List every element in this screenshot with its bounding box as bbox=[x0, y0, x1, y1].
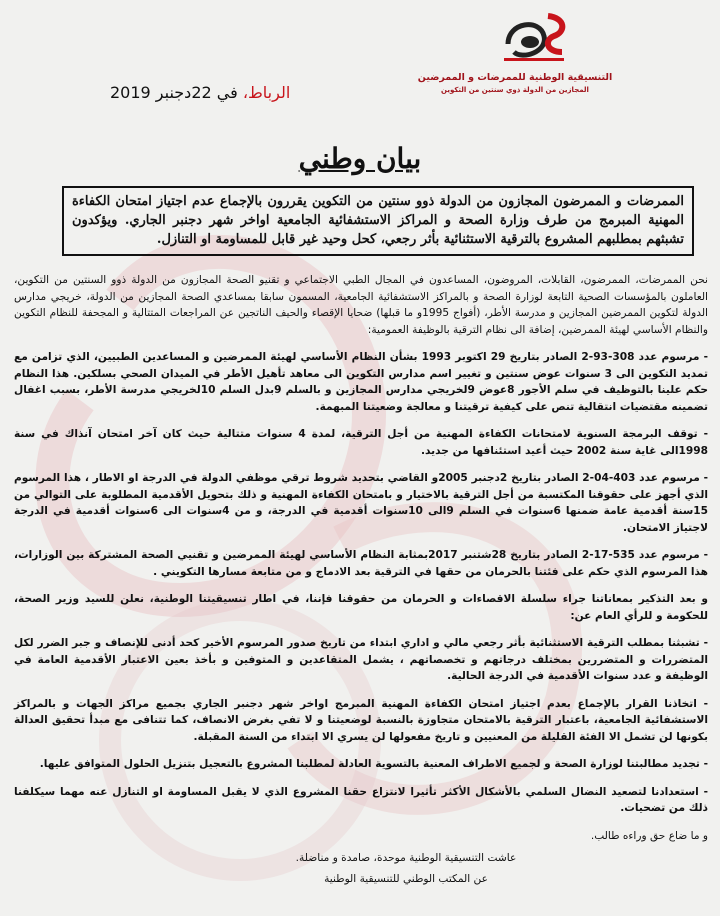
organization-logo bbox=[500, 8, 570, 68]
decree-2017-paragraph: - مرسوم عدد 535-17-2 الصادر بتاريخ 28شتنبر 2017بمثابة النظام الأساسي لهيئة الممرضين و تقنيي الصحة المشتركة بين الوزارات، هذا المرسوم الذي حكم على فئتنا بالحرمان من حقها في الترقية بعد الادماج و من متابعة مسارها التكويني . bbox=[14, 549, 709, 578]
decree-1993-paragraph: - مرسوم عدد 308-93-2 الصادر بتاريخ 29 اكتوبر 1993 بشأن النظام الأساسي لهيئة الممرضين و المساعدين الطبيين، الذي تزامن مع تمديد التكوين الى 3 سنوات عوض سنتين و تغيير اسم مدارس التكوين الى معاهد تأهيل الأطر في الميدان الصحي بسلكين. هذا النظام حكم علينا بالتوظيف في سلم الأجور 8عوض 9لخريجي مدارس المجازين و بالسلم 9بدل السلم 10لخريجي مدرسة الأطر، بسبب اغفال تضمينه مقتضيات انتقالية تنص على كيفية ترقيتنا و معالجة وضعيتنا المبهمة. bbox=[14, 351, 709, 413]
decree-2005-paragraph: - مرسوم عدد 403-04-2 الصادر بتاريخ 2دجنبر 2005و القاضي بتحديد شروط ترقي موظفي الدولة في الدرجة او الاطار ، هذا المرسوم الذي أجهز على حقوقنا المكتسبة من أجل الترقية بالاختيار و بامتحان الكفاءة المهنية و ذلك بتحويل الأقدمية المطلوبة على التوالي من 15سنة أقدمية عامة ضمنها 6سنوات في السلم 9الى 10سنوات أقدمية في الدرجة، و من 4سنوات الى 6سنوات أقدمية في الدرجة لاجتياز الامتحان. bbox=[14, 472, 709, 534]
slogan-line: عاشت التنسيقية الوطنية موحدة، صامدة و مناضلة. bbox=[295, 852, 517, 864]
statement-body bbox=[14, 272, 708, 912]
header bbox=[0, 0, 720, 120]
summary-box: الممرضات و الممرضون المجازون من الدولة ذوو سنتين من التكوين يقررون بالإجماع عدم اجتياز امتحان الكفاءة المهنية المبرمج من طرف وزارة الصحة و المراكز الاستشفائية الجامعية اواخر شهر دجنبر الجاري. ويؤكدون تشبثهم بمطلبهم المشروع بالترقية الاستثنائية بأثر رجعي، كحل وحيد غير قابل للمساومة او التنازل. bbox=[62, 186, 694, 256]
date: في 22دجنبر 2019 bbox=[110, 83, 238, 102]
intro-paragraph: نحن الممرضات، الممرضون، القابلات، المروضون، المساعدون في المجال الطبي الاجتماعي و تقنيو الصحة المجازون من الدولة ذوو السنتين من التكوين، العاملون بالمؤسسات الصحية التابعة لوزارة الصحة و بالمراكز الاستشفائية الجامعية، المسمون سابقا بمساعدي الصحة المجازين من الدولة، خريجي مدارس الدولة لتكوين الممرضين المجازين و مدرسة الأطر، (أفواج 1995و ما قبلها) ضحايا الإقصاء والحيف الناتجين عن المراجعات المتتالية و المجحفة للنظام التكوين والنظام الأساسي لهيئة الممرضين، إضافة الى نظام الترقية بالوظيفة العمومية: bbox=[14, 274, 708, 336]
closing-line: و ما ضاع حق وراءه طالب. bbox=[590, 829, 708, 842]
boycott-paragraph: - اتخاذنا القرار بالإجماع بعدم اجتياز امتحان الكفاءة المهنية المبرمج اواخر شهر دجنبر الجاري بجميع مراكز الجهات و بالمراكز الاستشفائية الجامعية، باعتبار الترقية بالامتحان متجاوزة بالنسبة لوضعيتنا و لا تفي بغرض الانصاف، كما تتنافى مع مبدأ تحقيق العدالة بكونها لن تشمل الا الفئة القليلة من المعنيين و تاريخ مفعولها لن يسري الا ابتداء من السنة المقبلة. bbox=[14, 697, 708, 743]
place-date bbox=[110, 83, 290, 102]
signature-line: عن المكتب الوطني للتنسيقية الوطنية bbox=[324, 872, 488, 885]
exam-halt-paragraph: - توقف البرمجة السنوية لامتحانات الكفاءة المهنية من أجل الترقية، لمدة 4 سنوات متتالية حيث كان آخر امتحان آنذاك في سنة 1998الى غاية سنة 2002 حيث أعيد استئنافها من جديد. bbox=[14, 428, 708, 457]
organization-name: التنسيقية الوطنية للممرضات و الممرضين bbox=[417, 72, 613, 83]
renewal-paragraph: - تجديد مطالبتنا لوزارة الصحة و لجميع الاطراف المعنية بالتسوية العادلة لمطلبنا المشروع بالتعجيل بتنزيل الحلول المتوافق عليها. bbox=[39, 758, 708, 770]
demand-paragraph: - تشبثنا بمطلب الترقية الاستثنائية بأثر رجعي مالي و اداري ابتداء من تاريخ صدور المرسوم الأخير كحد أدنى للإنصاف و جبر الضرر لكل المتضررات و المتضررين بمختلف درجاتهم و تخصصاتهم ، يشمل المتقاعدين و المتوفين و بأخذ بعين الاعتبار الأقدمية العامة في الوظيفة و عدد سنوات الأقدمية في الدرجة الحالية. bbox=[14, 637, 708, 682]
escalation-paragraph: - استعدادنا لتصعيد النضال السلمي بالأشكال الأكثر تأثيرا لانتزاع حقنا المشروع الذي لا يقبل المساومة او التنازل عنه مهما سيكلفنا ذلك من تضحيات. bbox=[14, 785, 708, 814]
organization-subtitle: المجازين من الدولة ذوي سنتين من التكوين bbox=[441, 86, 589, 94]
announcement-paragraph: و بعد التذكير بمعاناتنا جراء سلسلة الاقصاءات و الحرمان من حقوقنا فإننا، في اطار تنسيقيتنا الوطنية، نعلن للسيد وزير الصحة، للحكومة و للرأي العام عن: bbox=[14, 593, 708, 622]
document-title: بيان وطني bbox=[298, 142, 422, 175]
city: الرباط، bbox=[242, 83, 291, 102]
